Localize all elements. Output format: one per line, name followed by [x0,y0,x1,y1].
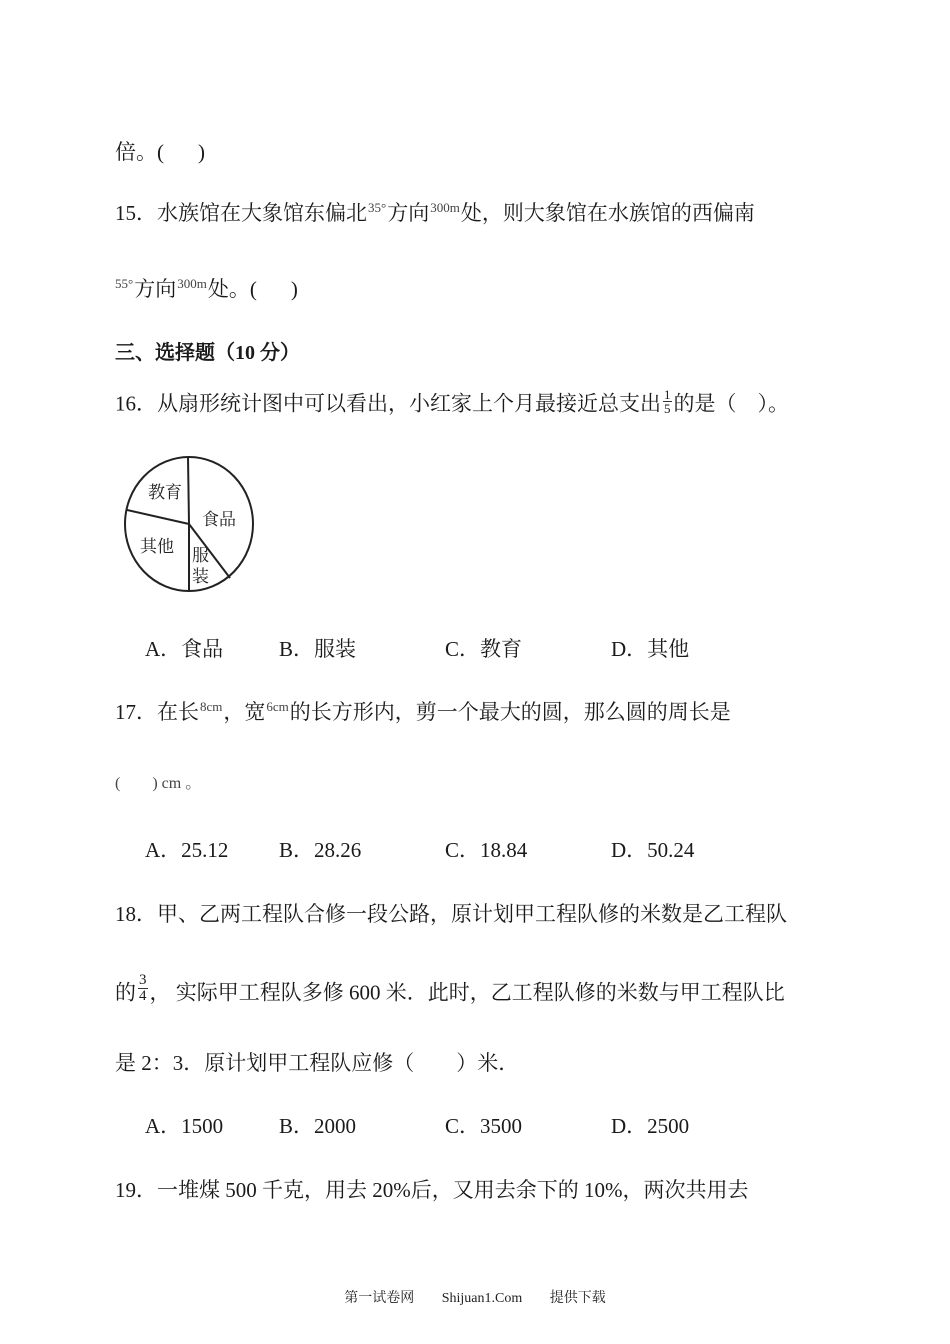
section-title: 三、选择题（10 分） [115,342,300,364]
q18-text-b: ， 实际甲工程队多修 600 米．此时，乙工程队修的米数与甲工程队比 [149,980,785,1005]
q17-width: 6cm [266,699,289,714]
q15-distance-1: 300m [430,200,460,215]
q16-text-b: 的是（ ）。 [673,391,789,416]
q16-text-a: 16．从扇形统计图中可以看出，小红家上个月最接近总支出 [115,391,661,416]
q18-frac-num: 3 [139,972,147,988]
q17-option-c[interactable]: C．18.84 [445,838,528,862]
q15-degree-1: 35° [368,200,387,215]
q16-option-b[interactable]: B．服装 [279,637,357,661]
q17-option-d[interactable]: D．50.24 [611,838,695,862]
pie-label-education: 教育 [148,483,182,503]
q15-text-c: 处，则大象馆在水族馆的西偏南 [460,201,755,225]
q17-text-a: 17．在长 [115,700,199,724]
q17-option-b[interactable]: B．28.26 [279,838,362,862]
q17-unit: cm [161,775,182,792]
footer-site: 第一试卷网 [344,1291,415,1306]
q15-distance-2: 300m [177,276,207,291]
q17-text-b: ，宽 [223,700,266,724]
q15-text-e: 处。( [207,277,257,301]
q17-blank: ( ) [115,775,158,792]
q16-option-c[interactable]: C．教育 [445,637,523,661]
footer-note: 提供下载 [549,1291,606,1306]
pie-label-food: 食品 [202,510,236,530]
q17-text-c: 的长方形内，剪一个最大的圆，那么圆的周长是 [289,700,731,724]
q14-tail [115,142,205,163]
q15-text-a: 15．水族馆在大象馆东偏北 [115,201,367,225]
q16-option-d[interactable]: D．其他 [611,637,690,661]
pie-label-clothing-2: 装 [192,567,209,587]
q18-fraction [138,973,148,1004]
q15-line2 [115,276,298,301]
q15-text-d: 方向 [134,277,177,301]
pie-chart [120,454,260,596]
q16-question [115,387,789,419]
q15-line1 [115,200,755,225]
q16-option-a[interactable]: A．食品 [145,637,224,661]
q18-line1: 18．甲、乙两工程队合修一段公路，原计划甲工程队修的米数是乙工程队 [115,902,787,926]
q18-option-a[interactable]: A．1500 [145,1114,224,1138]
q14-close: ) [198,140,205,164]
q19-line1: 19．一堆煤 500 千克，用去 20%后，又用去余下的 10%，两次共用去 [115,1178,749,1202]
q18-option-d[interactable]: D．2500 [611,1114,690,1138]
q16-fraction [663,388,672,415]
q14-text: 倍。( [115,140,164,164]
q17-length: 8cm [200,699,223,714]
q15-degree-2: 55° [115,276,134,291]
pie-label-other: 其他 [140,537,174,557]
q18-line3: 是 2：3．原计划甲工程队应修（ ）米． [115,1051,520,1075]
q17-end: 。 [185,775,202,792]
q18-option-c[interactable]: C．3500 [445,1114,523,1138]
q18-text-a: 的 [115,980,136,1005]
q17-line2 [115,776,201,792]
footer-domain[interactable]: Shijuan1.Com [441,1291,523,1306]
q16-frac-den: 5 [664,401,671,416]
pie-label-clothing-1: 服 [192,546,209,566]
q15-text-b: 方向 [387,201,430,225]
q17-line1 [115,699,731,724]
page-footer [0,1287,950,1307]
q17-option-a[interactable]: A．25.12 [145,838,229,862]
q18-option-b[interactable]: B．2000 [279,1114,357,1138]
q18-frac-den: 4 [139,988,147,1004]
q18-line2 [115,972,785,1010]
q15-close: ) [290,277,298,301]
q16-frac-num: 1 [664,387,671,402]
